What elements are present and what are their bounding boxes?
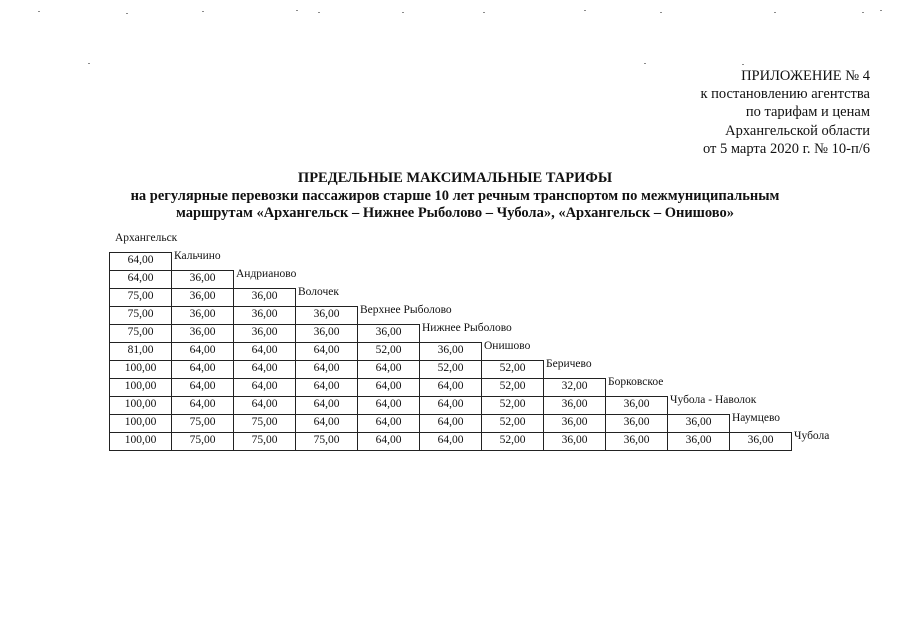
tariff-cell: 52,00	[481, 414, 544, 433]
tariff-cell: 36,00	[543, 414, 606, 433]
tariff-cell: 64,00	[171, 342, 234, 361]
tariff-cell: 52,00	[481, 378, 544, 397]
station-label: Нижнее Рыболово	[422, 322, 512, 334]
tariff-cell: 100,00	[109, 396, 172, 415]
tariff-cell: 75,00	[109, 306, 172, 325]
tariff-cell: 100,00	[109, 432, 172, 451]
tariff-cell: 64,00	[357, 414, 420, 433]
station-label: Беричево	[546, 358, 592, 370]
tariff-cell: 64,00	[233, 378, 296, 397]
tariff-cell: 36,00	[295, 324, 358, 343]
tariff-cell: 75,00	[109, 288, 172, 307]
tariff-cell: 64,00	[109, 270, 172, 289]
tariff-cell: 36,00	[233, 306, 296, 325]
tariff-cell: 64,00	[171, 396, 234, 415]
tariff-cell: 36,00	[357, 324, 420, 343]
tariff-cell: 64,00	[419, 396, 482, 415]
tariff-cell: 75,00	[171, 432, 234, 451]
tariff-cell: 52,00	[481, 432, 544, 451]
tariff-cell: 64,00	[109, 252, 172, 271]
tariff-cell: 64,00	[357, 432, 420, 451]
station-label: Онишово	[484, 340, 531, 352]
tariff-cell: 64,00	[171, 360, 234, 379]
tariff-cell: 100,00	[109, 414, 172, 433]
tariff-cell: 36,00	[729, 432, 792, 451]
tariff-cell: 36,00	[667, 414, 730, 433]
tariff-cell: 36,00	[605, 396, 668, 415]
tariff-cell: 64,00	[357, 396, 420, 415]
tariff-cell: 36,00	[605, 432, 668, 451]
tariff-cell: 64,00	[295, 396, 358, 415]
tariff-cell: 100,00	[109, 378, 172, 397]
tariff-cell: 52,00	[357, 342, 420, 361]
tariff-cell: 36,00	[171, 270, 234, 289]
tariff-cell: 64,00	[295, 378, 358, 397]
tariff-cell: 64,00	[171, 378, 234, 397]
tariff-cell: 75,00	[233, 432, 296, 451]
tariff-cell: 36,00	[667, 432, 730, 451]
tariff-cell: 36,00	[605, 414, 668, 433]
tariff-cell: 36,00	[233, 324, 296, 343]
tariff-cell: 64,00	[233, 342, 296, 361]
tariff-cell: 36,00	[171, 306, 234, 325]
tariff-cell: 64,00	[295, 360, 358, 379]
tariff-cell: 75,00	[109, 324, 172, 343]
station-label: Наумцево	[732, 412, 781, 424]
appendix-date: от 5 марта 2020 г. № 10-п/6	[702, 140, 870, 157]
tariff-cell: 100,00	[109, 360, 172, 379]
station-label: Архангельск	[115, 232, 178, 244]
document-title: ПРЕДЕЛЬНЫЕ МАКСИМАЛЬНЫЕ ТАРИФЫ	[297, 170, 613, 186]
tariff-cell: 64,00	[233, 360, 296, 379]
station-label: Чубола - Наволок	[670, 394, 757, 406]
tariff-cell: 64,00	[295, 342, 358, 361]
tariff-cell: 75,00	[233, 414, 296, 433]
tariff-cell: 36,00	[543, 432, 606, 451]
tariff-cell: 36,00	[419, 342, 482, 361]
document-subtitle-line2: маршрутам «Архангельск – Нижнее Рыболово – Чубола», «Архангельск – Онишово»	[175, 205, 735, 222]
document-subtitle-line1: на регулярные перевозки пассажиров старше 10 лет речным транспортом по межмуниципальным	[130, 187, 780, 204]
tariff-cell: 52,00	[481, 396, 544, 415]
tariff-cell: 64,00	[419, 432, 482, 451]
appendix-resolution: к постановлению агентства	[700, 86, 870, 103]
station-label: Чубола	[794, 430, 830, 442]
station-label: Верхнее Рыболово	[360, 304, 452, 316]
appendix-region: Архангельской области	[725, 122, 870, 139]
station-label: Волочек	[298, 286, 339, 298]
tariff-cell: 75,00	[171, 414, 234, 433]
station-label: Кальчино	[174, 250, 221, 262]
station-label: Андрианово	[236, 268, 297, 280]
tariff-cell: 64,00	[419, 378, 482, 397]
appendix-number: ПРИЛОЖЕНИЕ № 4	[741, 68, 870, 84]
tariff-cell: 36,00	[543, 396, 606, 415]
tariff-cell: 36,00	[233, 288, 296, 307]
tariff-cell: 36,00	[295, 306, 358, 325]
station-label: Борковское	[608, 376, 664, 388]
appendix-agency: по тарифам и ценам	[745, 104, 870, 121]
tariff-cell: 64,00	[419, 414, 482, 433]
tariff-cell: 64,00	[233, 396, 296, 415]
tariff-cell: 64,00	[295, 414, 358, 433]
tariff-cell: 75,00	[295, 432, 358, 451]
tariff-cell: 36,00	[171, 324, 234, 343]
tariff-cell: 32,00	[543, 378, 606, 397]
tariff-cell: 36,00	[171, 288, 234, 307]
tariff-cell: 52,00	[419, 360, 482, 379]
tariff-cell: 81,00	[109, 342, 172, 361]
tariff-cell: 52,00	[481, 360, 544, 379]
tariff-cell: 64,00	[357, 360, 420, 379]
tariff-cell: 64,00	[357, 378, 420, 397]
